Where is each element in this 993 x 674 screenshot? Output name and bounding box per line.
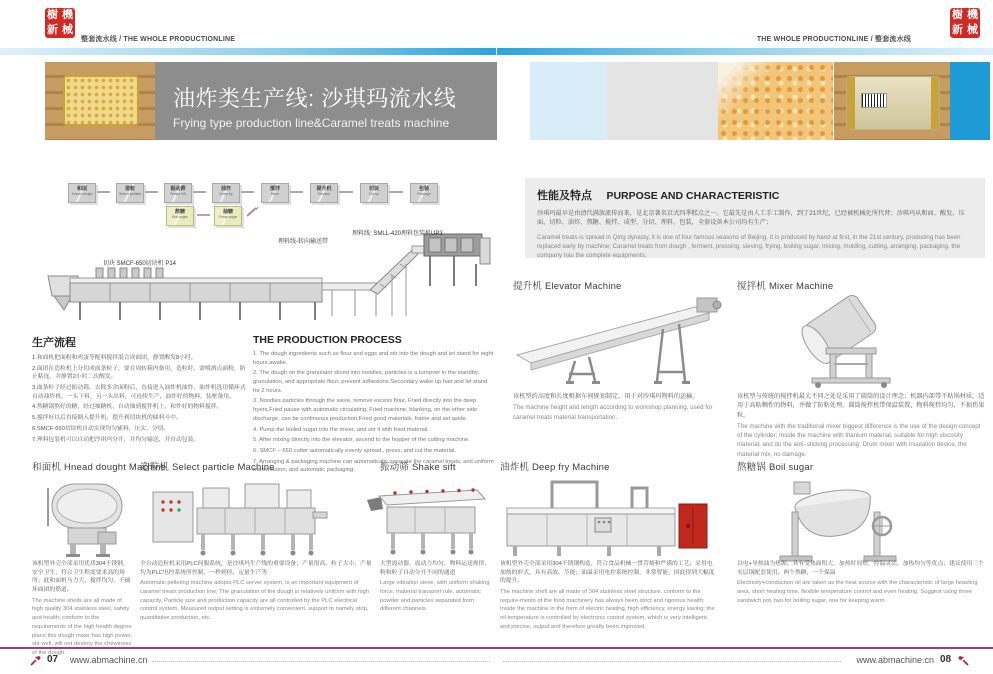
page-number-right: 08 (940, 654, 952, 665)
seal-char: 樹 (952, 9, 963, 21)
process-item: 3.面条粒子经过振动筛，去除多余面粉后，直接进入油炸机油炸，油炸机选用循环式自动油炸机，一头下料，另一头出料，可连续生产，油炸好的物料，装框备用。 (32, 385, 246, 400)
footer-dots-left (152, 661, 490, 662)
mixer-desc-en: The machine with the traditional mixer biggest difference is the use of the design concept of the cylinder; Inside the machine with titanium material, suitable for high viscosity material, and do the anti–sticking processing. Drum mixer with insulation device, the material mix, no damage. (737, 422, 981, 458)
package-bag (846, 76, 940, 130)
purpose-body-en: Caramel treats is spread in Qing dynasty, it is one of four famous seasons of Beijing. It is produced by hand at first, in the 21st century, producing has been replaced early by machine; Caramel treats from dough , ferment, pressing, sieving, frying, boiling sugar, mixing, molding, cutting, arranging, packaging, the company has the complete equipments; (537, 233, 961, 260)
flow-connector (389, 191, 403, 193)
diagram-cutter-label: 切块 SMCF-650切块机 P14 (103, 261, 177, 267)
page-number-left: 07 (47, 654, 59, 665)
process-item: 4.熬糖锅熬好的糖，经过抽糖机，自动抽到搅拌机上，和炸好的物料搅拌。 (32, 404, 223, 411)
title-banner (155, 62, 497, 140)
purpose-section (525, 178, 985, 258)
flow-step-boil-sugar: 熬糖 Boil sugar (166, 206, 194, 226)
process-item: 2. The dough on the granulator sliced into noodles, particles is a turnover in the standby, granulation, and appropriate flour, prevent adhesions.Secondary wake up hair and let stand for 2 hours. (253, 370, 488, 394)
flow-step-pellet: 造粒 Select particle (116, 183, 144, 203)
knead-desc (32, 560, 134, 658)
process-section-en (253, 334, 495, 477)
boiler-desc (737, 560, 987, 605)
sieve-photo (365, 476, 493, 556)
banner-block-blue (950, 62, 990, 140)
boiler-desc-zh: 以电+导热油为热源。具有受热面积大，加热时间短，控温灵活，加热均匀等优点；建议使用三个夹层锅配套使用，两个熬糖，一个保温 (737, 561, 984, 576)
flow-connector (241, 191, 254, 193)
seal-char: 新 (47, 24, 58, 36)
header-bar-left (0, 48, 496, 55)
brand-seal-left-icon (45, 8, 75, 38)
diagram-packer-label: 理料线: SMLL-420理料包装机UP3 (352, 231, 443, 237)
mixer-desc (737, 392, 985, 459)
pellet-desc-zh: 全自动造粒机采用PLC伺服系统，是沙琪玛生产线的重要设备；产量很高。粒子大小、产量均为PLC电控系统所控制，一秒到停、定量生产等 (140, 561, 372, 576)
footer-dots-right (503, 661, 841, 662)
flow-step-pump-sugar: 抽糖 Pump sugar (214, 206, 242, 226)
seal-char: 械 (62, 24, 73, 36)
knead-title: 和面机 Hnead dought Machine (32, 462, 167, 473)
packaged-product-photo (834, 62, 950, 140)
flow-step-pack: 包装 Package (410, 183, 438, 203)
boiler-title: 熬糖锅 Boil sugar (737, 462, 814, 473)
process-section-zh (32, 334, 248, 446)
sieve-desc-en: Large vibration sieve, with uniform shaking force, material transport rule, automatic powder and particles separated from different channels. (380, 580, 490, 613)
process-item: 6. SMCF – 650 cutter automatically evenly spread , press, and cut the material. (253, 447, 456, 454)
purpose-body-zh: 沙琪玛最早是由清代满族流传而来，是北京著名京式四季糕点之一。它最先是由人工手工制作，到了21世纪，已经被机械化所代替；沙琪玛从和面、醒发、压面、切粒、油炸、熬糖、搅拌、成型、分切、理料、包装，全套设备本公司均有生产； (537, 210, 965, 227)
process-title-en: THE PRODUCTION PROCESS (253, 334, 402, 346)
boiler-desc-en: Electricity+conduction oil are taken as the heat source with the characteristic of large heasting area, short heating time, flexible temperature control and even heating. Suggest using three sandwich pot, two for boiling sugar, one for keeping warm. (737, 580, 978, 604)
package-crimp (931, 77, 939, 129)
caramel-closeup-photo (718, 62, 833, 140)
banner-block-gray (607, 62, 718, 140)
flow-connector (339, 191, 353, 193)
banner-block-lightblue (530, 62, 607, 140)
header-tagline-left: 整套流水线 / THE WHOLE PRODUCTIONLINE (81, 36, 236, 43)
wrench-icon (30, 655, 41, 666)
fryer-title: 油炸机 Deep fry Machine (500, 462, 610, 473)
process-item: 3. Noodles particles through the sieve, remove excess flour, Fried directly into the deep fryers.Fried pause with automatic circulating. Fried machine, blanking, on the other side discharge, can be continuous production.Fried good materials, frame and set aside. (253, 398, 478, 422)
footer-url-right[interactable]: www.abmachine.cn (856, 655, 934, 665)
flow-step-mix: 搅拌 Mixer (261, 183, 289, 203)
flow-connector (197, 214, 210, 216)
flow-connector (145, 191, 158, 193)
process-item: 6.SMCF-650切块机自动实现均匀铺料，压实，分切。 (32, 425, 170, 432)
process-item: 5.搅拌好以后直接倒入提升机，提升到切块机的储料斗中。 (32, 415, 182, 422)
elevator-desc-zh: 该机型的高度和长度根据车间规划制定，用于对沙琪玛物料的运输。 (513, 393, 699, 400)
caramel-treat-block (63, 75, 140, 126)
header-bar-right (497, 48, 993, 55)
seal-char: 機 (967, 9, 978, 21)
process-item: 7. Arranging & packaging machine can automatically separate the caramel treats, and uniform transmission, and automatic packaging. (253, 458, 494, 474)
pellet-photo (145, 474, 330, 558)
elevator-desc-en: The machine height and length according to workshop planning, used for caramel treats material transportation. (513, 404, 713, 421)
mixer-photo (768, 292, 928, 388)
pellet-desc (140, 560, 376, 623)
process-item: 4. Pump the boiled sugar into the mixer, and stir it with fried material. (253, 426, 429, 433)
seal-char: 機 (62, 9, 73, 21)
production-line-drawing (40, 224, 492, 334)
knead-photo (40, 476, 135, 558)
flow-step-cut: 切块 Cut up (360, 183, 388, 203)
elevator-desc (513, 392, 733, 422)
process-item: 1. The dough ingredients such as flour and eggs and stir into the dough and let stand for eight hours awake. (253, 351, 494, 366)
fryer-photo (497, 476, 712, 558)
seal-char: 械 (967, 24, 978, 36)
seal-char: 新 (952, 24, 963, 36)
knead-desc-zh: 该机型外壳全部采用优质304不锈钢，安全卫生，符合卫生程度要求高的场所；此和面机马力大、搅拌均匀，不破坏面团的筋道。 (32, 561, 131, 594)
process-item: 1.和面机把面粉和鸡蛋等配料搅拌混合成面团，静置醒发8小时。 (32, 355, 197, 361)
flow-step-sieve: 振动筛 Shake sift (164, 183, 192, 203)
process-item: 5. After mixing directly into the elevator, ascend to the hopper of the cutting machine. (253, 437, 470, 444)
flow-step-elevate: 提升机 Elevator (310, 183, 338, 203)
flow-connector (97, 191, 110, 193)
caramel-treat-photo (45, 62, 155, 140)
page-title-zh: 油炸类生产线: 沙琪玛流水线 (173, 86, 457, 111)
process-item: 7.理料包装机可以自动把沙琪玛分开，并均匀输送，并自动包装。 (32, 436, 200, 443)
fryer-desc (500, 560, 716, 632)
pencil-arrow-icon (246, 205, 260, 217)
knead-desc-en: The machine shells are all made of high quality 304 stainless steel, safety and health, conform to the requirements of the high health degree place;this dough mixer has high power, stir well, will not destroy the chewiness of the dough. (32, 597, 133, 656)
sieve-desc (380, 560, 492, 614)
mixer-desc-zh: 该机型与传统的搅拌机最大不同之处是采用了圆筒的设计理念；机器内部带不粘锅材质，适用于高粘稠性的物料，并做了防粘处理。圆筒搅拌机带保温装置，物料搅拌均匀，不损伤果粒。 (737, 393, 985, 419)
pellet-title: 造粒机 Select particle Machine (140, 462, 275, 473)
seal-char: 樹 (47, 9, 58, 21)
sieve-title: 振动筛 Shake sift (380, 462, 456, 473)
barcode-label (861, 93, 887, 108)
pellet-desc-en: Automatic pelleting machine adopts PLC server system, is an important equipment of caramel treats production line; The granulation of the dough is relatively uniform with high capacity, Particle size and production capacity are all controlled by the PLC electrical control system. Measured output setting is extremely convenient, support to namely stop, quantitative production, etc. (140, 580, 369, 622)
process-title-zh: 生产流程 (32, 337, 76, 349)
footer-url-left[interactable]: www.abmachine.cn (70, 655, 148, 665)
flow-step-knead: 和面 Knead dough (68, 183, 96, 203)
process-item: 2.面团在造粒机上分切成面条粒子，要在周转箱内备用，造粒时，需喷洒点面粉，防止粘连，并静置2小时二次醒发。 (32, 365, 246, 381)
flow-step-fry: 油炸 Deep fry (212, 183, 240, 203)
flow-connector (193, 191, 206, 193)
fryer-desc-zh: 该机型外壳全部采用304不锈钢构造，符合食品机械一贯苛刻和严谨的工艺；采用电加热的形式，具有高效、节能；油温采用电控系统控制，非常智能，因此得到大幅度的提升。 (500, 561, 715, 585)
fryer-desc-en: The machine shell are all made of 304 stainless steel structure, conform to the require-ments of the food machinery has always been strict and rigorous health; Inside the machine in the form of electric heating, high efficiency, energy saving; the oil temperature is controlled by electronic control system, which is very intelligent and precise, output and therefore greatly been improved. (500, 589, 715, 630)
footer-rule (0, 647, 993, 649)
page-title-en: Frying type production line&Caramel treats machine (173, 116, 450, 130)
boiler-photo (770, 472, 905, 564)
header-tagline-right: THE WHOLE PRODUCTIONLINE / 整套流水线 (756, 36, 911, 43)
elevator-photo (513, 293, 731, 385)
flow-connector (290, 191, 303, 193)
mixer-title: 搅拌机 Mixer Machine (737, 281, 834, 292)
purpose-title-en: PURPOSE AND CHARACTERISTIC (606, 190, 780, 202)
wrench-icon (958, 655, 969, 666)
package-crimp (847, 77, 855, 129)
brand-seal-right-icon (950, 8, 980, 38)
elevator-title: 提升机 Elevator Machine (513, 281, 622, 292)
diagram-turn-label: 理料线-转向输送带 (278, 239, 328, 245)
purpose-title-zh: 性能及特点 (537, 190, 592, 202)
sieve-desc-zh: 大型震动器，震动力均匀，物料运送规律，粉和粒子自动分开不同的通道 (380, 561, 491, 576)
